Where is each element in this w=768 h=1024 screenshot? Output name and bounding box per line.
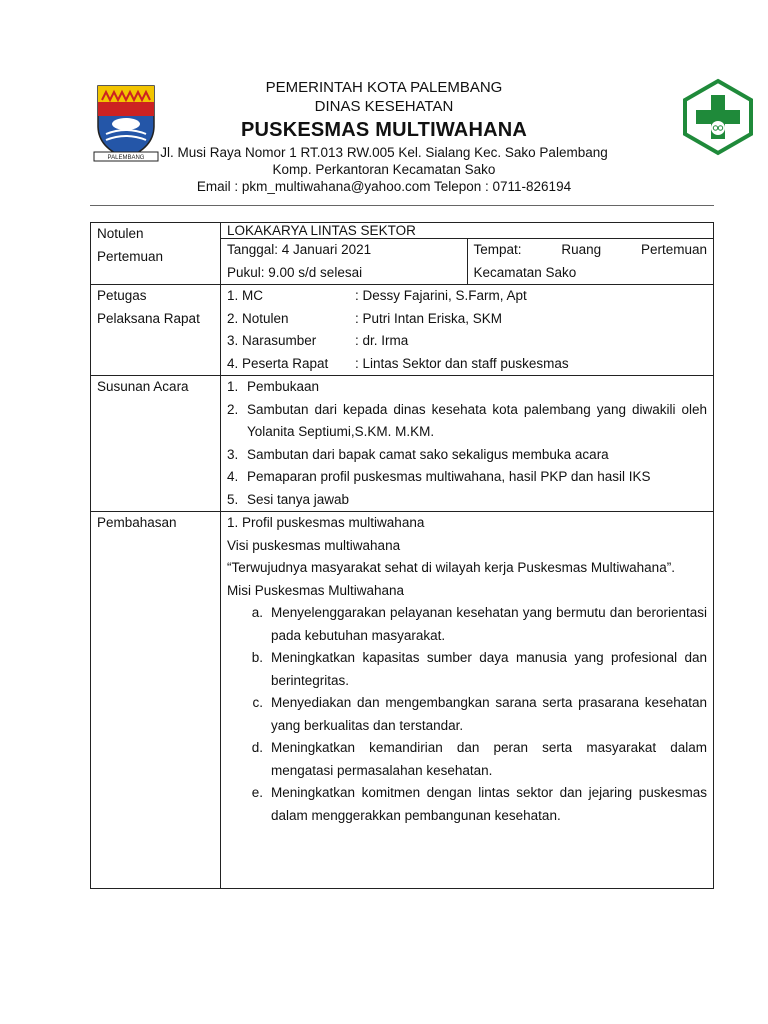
meeting-place: Tempat: Ruang Pertemuan bbox=[473, 242, 707, 257]
role-value: : Lintas Sektor dan staff puskesmas bbox=[355, 355, 569, 371]
role-value: : Putri Intan Eriska, SKM bbox=[355, 310, 503, 326]
item-number: 4. bbox=[227, 469, 239, 484]
item-letter: d. bbox=[251, 740, 263, 755]
logo-banner-text: PALEMBANG bbox=[107, 155, 145, 161]
pelaksana-label: Pelaksana Rapat bbox=[97, 310, 200, 326]
list-item bbox=[227, 489, 707, 512]
list-item bbox=[227, 782, 707, 827]
table-row bbox=[91, 376, 714, 512]
role-label: 2. Notulen bbox=[227, 310, 289, 326]
susunan-list bbox=[221, 376, 714, 512]
table-row bbox=[91, 512, 714, 889]
item-letter: e. bbox=[251, 785, 263, 800]
item-letter: b. bbox=[251, 650, 263, 665]
pembahasan-content bbox=[221, 512, 714, 889]
address: Jl. Musi Raya Nomor 1 RT.013 RW.005 Kel. Sialang Kec. Sako Palembang bbox=[160, 145, 608, 160]
dept-name: DINAS KESEHATAN bbox=[314, 98, 454, 115]
item-text: Pemaparan profil puskesmas multiwahana, hasil PKP dan hasil IKS bbox=[247, 469, 651, 484]
item-text: Sambutan dari bapak camat sako sekaligus membuka acara bbox=[247, 446, 609, 462]
letterhead bbox=[0, 0, 768, 200]
complex-address: Komp. Perkantoran Kecamatan Sako bbox=[272, 162, 496, 177]
date-time-cell bbox=[221, 239, 468, 285]
item-text: Meningkatkan kemandirian dan peran serta masyarakat dalam mengatasi permasalahan kesehatan. bbox=[271, 740, 707, 778]
visi-title: Visi puskesmas multiwahana bbox=[227, 537, 401, 553]
contact-info: Email : pkm_multiwahana@yahoo.com Telepon : 0711-826194 bbox=[196, 179, 572, 194]
visi-text: “Terwujudnya masyarakat sehat di wilayah kerja Puskesmas Multiwahana”. bbox=[227, 560, 675, 575]
notulen-label-cell bbox=[91, 223, 221, 285]
meeting-date: Tanggal: 4 Januari 2021 bbox=[227, 242, 372, 257]
item-text: Pembukaan bbox=[247, 379, 320, 394]
table-row bbox=[91, 285, 714, 376]
role-value: : Dessy Fajarini, S.Farm, Apt bbox=[355, 288, 527, 303]
list-item bbox=[227, 399, 707, 444]
item-text: Meningkatkan komitmen dengan lintas sektor dan jejaring puskesmas dalam menggerakkan pembangunan kesehatan. bbox=[271, 785, 707, 823]
item-text: Menyelenggarakan pelayanan kesehatan yang bermutu dan berorientasi pada kebutuhan masyarakat. bbox=[271, 605, 707, 643]
list-item bbox=[227, 647, 707, 692]
list-item bbox=[227, 737, 707, 782]
puskesmas-cross-logo bbox=[682, 78, 754, 156]
table-row bbox=[91, 223, 714, 239]
petugas-list bbox=[221, 285, 714, 376]
list-item bbox=[227, 376, 707, 399]
item-number: 2. bbox=[227, 401, 239, 417]
pertemuan-label: Pertemuan bbox=[97, 248, 164, 264]
list-item bbox=[227, 444, 707, 467]
header-divider bbox=[90, 205, 714, 206]
place-cell bbox=[467, 239, 714, 285]
gov-name: PEMERINTAH KOTA PALEMBANG bbox=[265, 79, 503, 96]
item-text: Sambutan dari kepada dinas kesehata kota palembang yang diwakili oleh Yolanita Septiumi,S.KM. M.KM. bbox=[247, 401, 707, 439]
list-item bbox=[227, 285, 707, 308]
role-value: : dr. Irma bbox=[355, 333, 409, 348]
list-item bbox=[227, 466, 707, 489]
list-item bbox=[227, 692, 707, 737]
item-number: 5. bbox=[227, 491, 239, 507]
org-name: PUSKESMAS MULTIWAHANA bbox=[240, 119, 528, 141]
item-text: Menyediakan dan mengembangkan sarana serta prasarana kesehatan yang berkualitas dan terstandar. bbox=[271, 695, 707, 733]
misi-title: Misi Puskesmas Multiwahana bbox=[227, 582, 405, 598]
petugas-label: Petugas bbox=[97, 288, 147, 303]
item-letter: c. bbox=[252, 695, 263, 710]
meeting-title: LOKAKARYA LINTAS SEKTOR bbox=[221, 223, 714, 239]
meeting-place-detail: Kecamatan Sako bbox=[473, 264, 577, 280]
petugas-label-cell bbox=[91, 285, 221, 376]
item-text: Meningkatkan kapasitas sumber daya manusia yang profesional dan berintegritas. bbox=[271, 650, 707, 688]
susunan-label: Susunan Acara bbox=[91, 376, 221, 512]
list-item bbox=[227, 602, 707, 647]
role-label: 1. MC bbox=[227, 288, 264, 303]
item-letter: a. bbox=[251, 605, 263, 620]
item-number: 1. bbox=[227, 379, 239, 394]
meeting-time: Pukul: 9.00 s/d selesai bbox=[227, 264, 363, 280]
role-label: 4. Peserta Rapat bbox=[227, 355, 329, 371]
list-item bbox=[227, 308, 707, 331]
role-label: 3. Narasumber bbox=[227, 333, 317, 348]
meeting-minutes-table bbox=[90, 222, 714, 889]
list-item bbox=[227, 330, 707, 353]
item-text: Sesi tanya jawab bbox=[247, 491, 350, 507]
list-item bbox=[227, 353, 707, 376]
profile-heading: 1. Profil puskesmas multiwahana bbox=[227, 515, 425, 530]
pembahasan-label: Pembahasan bbox=[91, 512, 221, 889]
item-number: 3. bbox=[227, 446, 239, 462]
notulen-label: Notulen bbox=[97, 226, 144, 241]
